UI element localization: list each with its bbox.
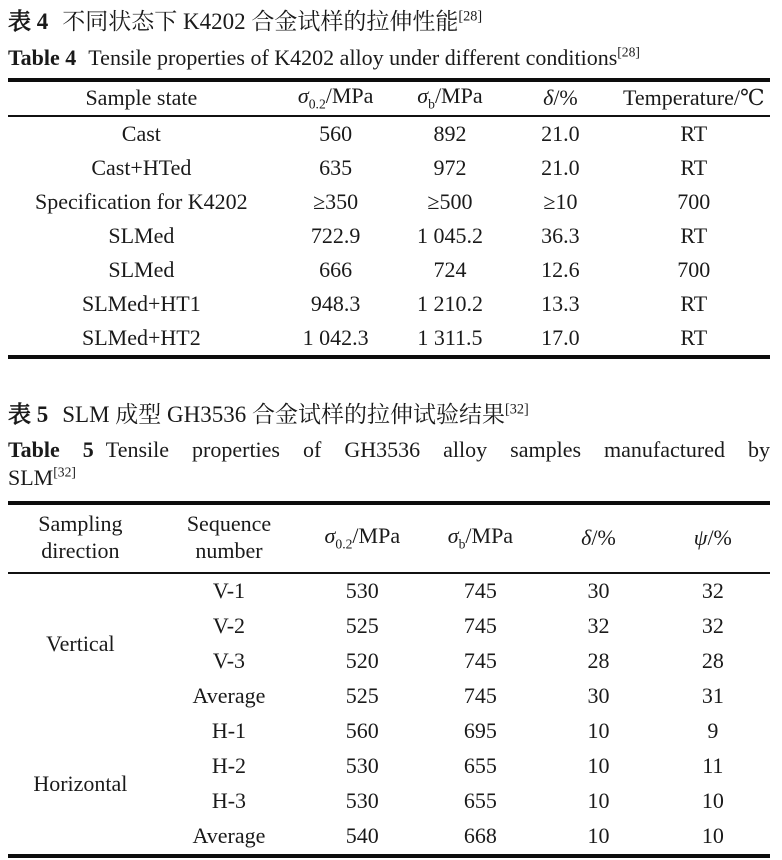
- table-cell: 655: [463, 753, 497, 779]
- table-row: [8, 253, 770, 287]
- table-cell: 9: [707, 718, 719, 744]
- column-header-sampling-direction: Sampling direction: [8, 503, 153, 573]
- table-cell: H-3: [211, 788, 247, 814]
- table-cell: 30: [587, 683, 610, 709]
- table4-en-ref: [28]: [617, 44, 640, 60]
- table5-zh-title: SLM 成型 GH3536 合金试样的拉伸试验结果: [62, 401, 506, 427]
- table-cell: 1 042.3: [302, 324, 369, 350]
- table-cell: 13.3: [541, 290, 580, 316]
- table-cell: 668: [463, 823, 497, 849]
- table-cell: 10: [587, 753, 610, 779]
- direction-cell-vertical: Vertical: [46, 630, 115, 656]
- column-header-sample-state: Sample state: [8, 80, 275, 116]
- table-cell: 724: [433, 256, 467, 282]
- table5-en-caption-line1: [8, 436, 770, 464]
- table-row: [8, 287, 770, 321]
- table-cell: 892: [433, 120, 467, 146]
- table-row: [8, 573, 770, 609]
- table-cell: SLMed+HT2: [81, 324, 201, 350]
- table-cell: 28: [587, 648, 610, 674]
- table-cell: 12.6: [541, 256, 580, 282]
- table-cell: RT: [680, 120, 708, 146]
- table-row: [8, 714, 770, 749]
- table5-en-caption-line2: [8, 464, 770, 492]
- column-header-sigma02: $\sigma_{0.2}$/MPa: [305, 503, 419, 573]
- table-cell: 560: [319, 120, 353, 146]
- table-cell: 530: [345, 753, 379, 779]
- table-cell: 525: [345, 683, 379, 709]
- table-cell: ≥500: [427, 188, 473, 214]
- table4-header-row: [8, 80, 770, 116]
- table-row: [8, 219, 770, 253]
- table4-zh-ref: [28]: [458, 8, 483, 25]
- table-cell: V-2: [212, 613, 246, 639]
- table-cell: 36.3: [541, 222, 580, 248]
- table-row: [8, 321, 770, 357]
- table-cell: Cast: [121, 120, 161, 146]
- table-cell: RT: [680, 222, 708, 248]
- table-cell: 1 045.2: [416, 222, 483, 248]
- table-cell: SLMed: [108, 256, 175, 282]
- table-row: [8, 151, 770, 185]
- table-cell: 700: [677, 188, 711, 214]
- table-cell: V-3: [212, 648, 246, 674]
- table-cell: 32: [701, 578, 724, 604]
- table-cell: RT: [680, 290, 708, 316]
- table5-en-ref: [32]: [53, 465, 76, 481]
- table-cell: 10: [701, 823, 724, 849]
- table-cell: 540: [345, 823, 379, 849]
- table-cell: H-1: [211, 718, 247, 744]
- table-cell: 32: [701, 613, 724, 639]
- column-header-sequence-number: Sequence number: [153, 503, 305, 573]
- table-cell: 21.0: [541, 154, 580, 180]
- table-cell: Specification for K4202: [35, 188, 248, 214]
- table-cell: 745: [463, 683, 497, 709]
- table-cell: 525: [345, 613, 379, 639]
- table-row: [8, 116, 770, 151]
- table-cell: 520: [345, 648, 379, 674]
- table-cell: 560: [345, 718, 379, 744]
- table5: [8, 501, 770, 858]
- table-cell: 948.3: [310, 290, 361, 316]
- table-cell: 530: [345, 788, 379, 814]
- column-header-delta: δ/%: [503, 80, 617, 116]
- table4-en-caption: [8, 44, 770, 72]
- table-cell: 1 210.2: [416, 290, 483, 316]
- table5-zh-ref: [32]: [505, 401, 529, 418]
- table-cell: 655: [463, 788, 497, 814]
- table-cell: 11: [702, 753, 724, 779]
- table-cell: H-2: [211, 753, 247, 779]
- table5-header-row: [8, 503, 770, 573]
- table4-zh-label: 表 4: [8, 9, 49, 34]
- table5-en-title-line2: SLM: [8, 465, 54, 491]
- column-header-temperature: Temperature/℃: [618, 80, 770, 116]
- table5-en-title-line1: Tensile properties of GH3536 alloy samples manufactured by: [105, 437, 770, 463]
- table-cell: 635: [319, 154, 353, 180]
- table-cell: ≥350: [313, 188, 359, 214]
- table-cell: 972: [433, 154, 467, 180]
- table-cell: RT: [680, 154, 708, 180]
- column-header-sigmab: $\sigma_b$/MPa: [397, 80, 504, 116]
- table4-zh-title: 不同状态下 K4202 合金试样的拉伸性能: [62, 9, 459, 34]
- table-cell: 1 311.5: [417, 324, 483, 350]
- table-cell: 695: [463, 718, 497, 744]
- table-cell: 10: [587, 823, 610, 849]
- table-row: [8, 185, 770, 219]
- table-cell: SLMed+HT1: [81, 290, 201, 316]
- table-cell: Cast+HTed: [91, 154, 192, 180]
- column-header-sigmab: $\sigma_b$/MPa: [419, 503, 541, 573]
- table5-zh-label: 表 5: [8, 401, 49, 427]
- table4-en-title: Tensile properties of K4202 alloy under different conditions: [88, 44, 618, 70]
- table-cell: 700: [677, 256, 711, 282]
- table-cell: 10: [587, 718, 610, 744]
- table-cell: V-1: [212, 578, 246, 604]
- table-cell: 28: [701, 648, 724, 674]
- table-cell: 10: [587, 788, 610, 814]
- table-cell: RT: [680, 324, 708, 350]
- table-cell: 666: [319, 256, 353, 282]
- table-cell: 722.9: [310, 222, 361, 248]
- table-cell: 745: [463, 613, 497, 639]
- direction-cell-horizontal: Horizontal: [33, 770, 128, 796]
- table-cell: Average: [192, 683, 266, 709]
- table-cell: 745: [463, 578, 497, 604]
- table-cell: Average: [192, 823, 266, 849]
- column-header-delta: δ/%: [541, 503, 655, 573]
- table4-section: [8, 8, 770, 359]
- table5-zh-caption: [8, 401, 770, 430]
- table-cell: 17.0: [541, 324, 580, 350]
- table4-en-label: Table 4: [8, 44, 77, 70]
- table-cell: 530: [345, 578, 379, 604]
- table-cell: 10: [701, 788, 724, 814]
- table-cell: ≥10: [543, 188, 578, 214]
- table4-zh-caption: [8, 8, 770, 37]
- table-cell: 32: [587, 613, 610, 639]
- column-header-sigma02: $\sigma_{0.2}$/MPa: [275, 80, 397, 116]
- table-cell: 30: [587, 578, 610, 604]
- table4: [8, 78, 770, 359]
- table5-section: [8, 401, 770, 858]
- table-cell: 21.0: [541, 120, 580, 146]
- column-header-psi: ψ/%: [656, 503, 770, 573]
- table-cell: 745: [463, 648, 497, 674]
- table5-en-label: Table 5: [8, 437, 94, 463]
- table-cell: 31: [701, 683, 724, 709]
- table-cell: SLMed: [108, 222, 175, 248]
